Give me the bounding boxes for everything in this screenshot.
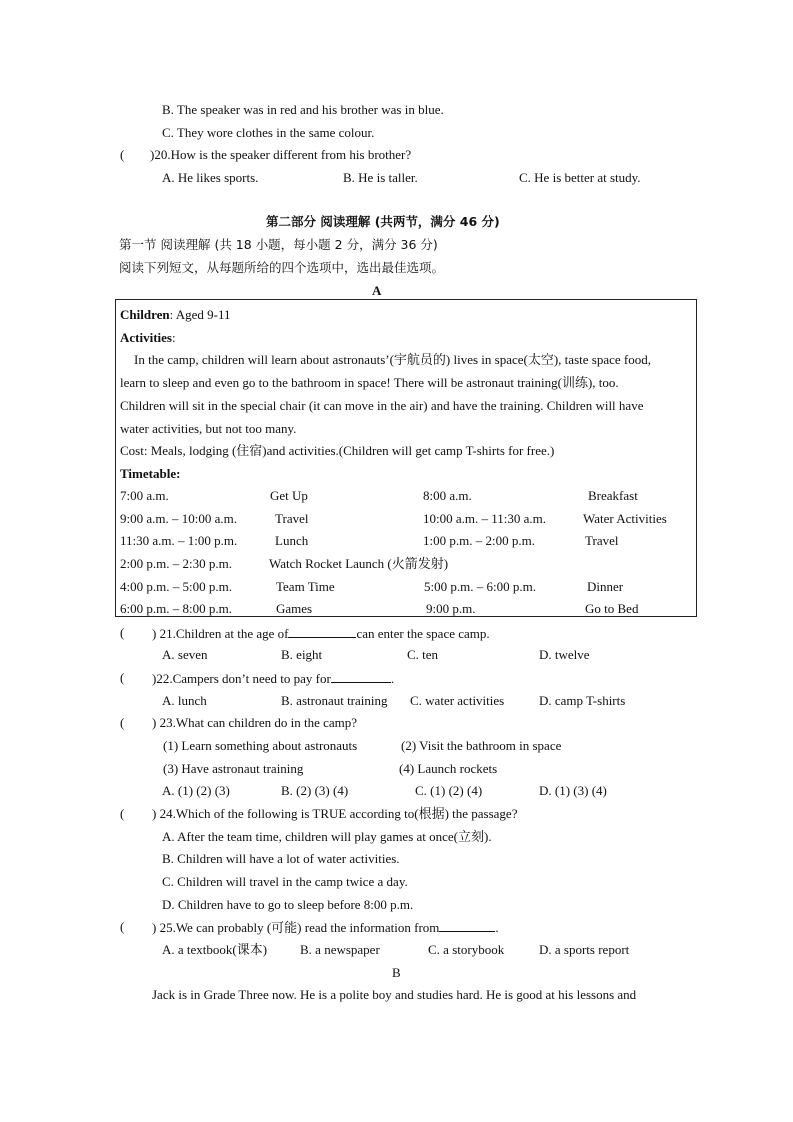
- q22-option-d: D. camp T-shirts: [539, 693, 626, 708]
- timetable-activity: Games: [276, 601, 313, 616]
- q23-option-b: B. (2) (3) (4): [281, 783, 349, 798]
- q23-item-2: (2) Visit the bathroom in space: [401, 738, 562, 753]
- q21-option-c: C. ten: [407, 647, 439, 662]
- q24-option-b: B. Children will have a lot of water activities.: [162, 851, 400, 866]
- timetable-time: 2:00 p.m. – 2:30 p.m.: [120, 556, 232, 571]
- children-label: Children: [120, 307, 170, 322]
- timetable-activity: Lunch: [275, 533, 309, 548]
- q23-option-a: A. (1) (2) (3): [162, 783, 230, 798]
- q20-option-c: C. He is better at study.: [519, 170, 641, 185]
- timetable-activity: Watch Rocket Launch (火箭发射): [269, 556, 449, 571]
- q20-option-a: A. He likes sports.: [162, 170, 259, 185]
- q21-option-d: D. twelve: [539, 647, 590, 662]
- q24-option-d: D. Children have to go to sleep before 8:00 p.m.: [162, 897, 414, 912]
- activities-label: Activities: [120, 330, 172, 345]
- timetable-time: 9:00 a.m. – 10:00 a.m.: [120, 511, 237, 526]
- q22-option-a: A. lunch: [162, 693, 207, 708]
- q19-option-c: C. They wore clothes in the same colour.: [162, 125, 375, 140]
- timetable-activity: Water Activities: [583, 511, 667, 526]
- timetable-time: 6:00 p.m. – 8:00 p.m.: [120, 601, 232, 616]
- q21-option-a: A. seven: [162, 647, 208, 662]
- passage-a-letter: A: [372, 283, 382, 298]
- q22-stem: [152, 670, 394, 687]
- q21-stem-end: can enter the space camp.: [356, 626, 490, 641]
- q22-stem-start: )22.Campers don’t need to pay for: [152, 671, 331, 686]
- q21-answer-paren[interactable]: (: [120, 625, 125, 640]
- passage-a-line: Children will sit in the special chair (it can move in the air) and have the training. Children will have: [120, 398, 644, 413]
- reading-instruction: 阅读下列短文，从每题所给的四个选项中，选出最佳选项。: [119, 260, 445, 275]
- q23-option-c: C. (1) (2) (4): [415, 783, 483, 798]
- q25-option-d: D. a sports report: [539, 942, 630, 957]
- q23-item-3: (3) Have astronaut training: [163, 761, 304, 776]
- q25-option-c: C. a storybook: [428, 942, 505, 957]
- q25-stem: [152, 919, 499, 936]
- timetable-time: 7:00 a.m.: [120, 488, 169, 503]
- timetable-time: 9:00 p.m.: [426, 601, 476, 616]
- timetable-activity: Dinner: [587, 579, 624, 594]
- q22-option-c: C. water activities: [410, 693, 505, 708]
- timetable-activity: Breakfast: [588, 488, 638, 503]
- q19-option-b: B. The speaker was in red and his brother was in blue.: [162, 102, 444, 117]
- q20-option-b: B. He is taller.: [343, 170, 418, 185]
- q23-item-1: (1) Learn something about astronauts: [163, 738, 358, 753]
- timetable-time: 5:00 p.m. – 6:00 p.m.: [424, 579, 536, 594]
- timetable-activity: Team Time: [276, 579, 335, 594]
- activities-line: [120, 330, 176, 346]
- timetable-time: 11:30 a.m. – 1:00 p.m.: [120, 533, 238, 548]
- q25-stem-end: .: [495, 920, 499, 935]
- part2-title: 第二部分 阅读理解 (共两节，满分 46 分): [266, 214, 500, 229]
- timetable-activity: Get Up: [270, 488, 308, 503]
- q25-option-b: B. a newspaper: [300, 942, 380, 957]
- q25-stem-start: ) 25.We can probably (可能) read the information from: [152, 920, 440, 935]
- timetable-activity: Travel: [275, 511, 309, 526]
- q23-item-4: (4) Launch rockets: [399, 761, 498, 776]
- timetable-time: 8:00 a.m.: [423, 488, 472, 503]
- activities-colon: :: [171, 330, 176, 345]
- q24-option-a: A. After the team time, children will play games at once(立刻).: [162, 829, 492, 844]
- passage-b-line: Jack is in Grade Three now. He is a polite boy and studies hard. He is good at his lessons and: [152, 987, 637, 1002]
- q21-stem: [152, 625, 490, 642]
- q24-option-c: C. Children will travel in the camp twice a day.: [162, 874, 408, 889]
- q25-option-a: A. a textbook(课本): [162, 942, 268, 957]
- passage-a-line: In the camp, children will learn about astronauts’(宇航员的) lives in space(太空), taste space food,: [134, 352, 651, 367]
- q25-answer-paren[interactable]: (: [120, 919, 125, 934]
- q22-blank[interactable]: [331, 670, 391, 683]
- q21-option-b: B. eight: [281, 647, 323, 662]
- q20-answer-paren[interactable]: (: [120, 147, 125, 162]
- q24-answer-paren[interactable]: (: [120, 806, 125, 821]
- passage-a-line: learn to sleep and even go to the bathroom in space! There will be astronaut training(训练), too.: [120, 375, 619, 390]
- q25-blank[interactable]: [439, 919, 495, 932]
- section1-title: 第一节 阅读理解 (共 18 小题，每小题 2 分，满分 36 分): [119, 237, 438, 252]
- q22-stem-end: .: [390, 671, 395, 686]
- timetable-activity: Go to Bed: [585, 601, 639, 616]
- q22-option-b: B. astronaut training: [281, 693, 388, 708]
- q21-stem-start: ) 21.Children at the age of: [152, 626, 289, 641]
- cost-line: Cost: Meals, lodging (住宿)and activities.(Children will get camp T-shirts for free.): [120, 443, 555, 458]
- timetable-time: 10:00 a.m. – 11:30 a.m.: [423, 511, 547, 526]
- q23-option-d: D. (1) (3) (4): [539, 783, 607, 798]
- q24-stem: ) 24.Which of the following is TRUE according to(根据) the passage?: [152, 806, 518, 821]
- children-line: [120, 307, 231, 323]
- q23-answer-paren[interactable]: (: [120, 715, 125, 730]
- timetable-activity: Travel: [585, 533, 619, 548]
- q23-stem: ) 23.What can children do in the camp?: [152, 715, 358, 730]
- timetable-label: Timetable:: [120, 466, 181, 481]
- timetable-time: 1:00 p.m. – 2:00 p.m.: [423, 533, 535, 548]
- q20-stem: )20.How is the speaker different from his brother?: [150, 147, 412, 162]
- q22-answer-paren[interactable]: (: [120, 670, 125, 685]
- q21-blank[interactable]: [288, 625, 356, 638]
- children-value: : Aged 9-11: [169, 307, 231, 322]
- passage-a-line: water activities, but not too many.: [120, 421, 297, 436]
- timetable-time: 4:00 p.m. – 5:00 p.m.: [120, 579, 232, 594]
- passage-b-letter: B: [392, 965, 401, 980]
